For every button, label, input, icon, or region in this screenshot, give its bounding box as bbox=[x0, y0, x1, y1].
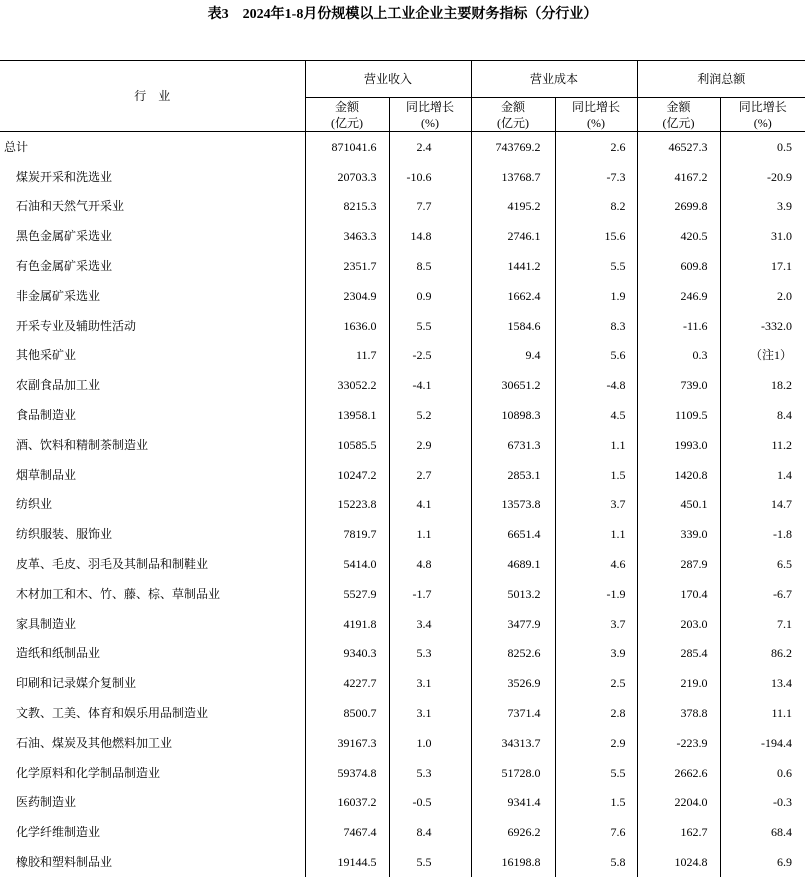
cost-amount-cell: 743769.2 bbox=[471, 132, 555, 162]
table-row bbox=[0, 370, 805, 400]
cost-growth-cell: 1.1 bbox=[555, 519, 637, 549]
profit-growth-cell: -6.7 bbox=[773, 586, 793, 601]
revenue-growth-cell: 5.3 bbox=[389, 758, 471, 788]
table-header bbox=[0, 61, 805, 132]
cost-growth-cell: 7.6 bbox=[555, 817, 637, 847]
revenue-growth-cell: 14.8 bbox=[389, 221, 471, 251]
cost-amount-cell: 3477.9 bbox=[471, 609, 555, 639]
cost-growth-cell: -7.3 bbox=[555, 162, 637, 192]
growth-label: 同比增长 bbox=[572, 99, 621, 114]
profit-amount-cell: -223.9 bbox=[637, 728, 720, 758]
profit-amount-cell: 1993.0 bbox=[637, 430, 720, 460]
profit-growth-cell: 8.4 bbox=[777, 408, 793, 423]
cost-growth-cell: 4.5 bbox=[555, 400, 637, 430]
revenue-amount-cell: 1636.0 bbox=[305, 311, 389, 341]
cost-growth-cell: 3.7 bbox=[555, 490, 637, 520]
revenue-amount-cell: 13958.1 bbox=[305, 400, 389, 430]
revenue-amount-cell: 2351.7 bbox=[305, 251, 389, 281]
industry-column-header: 行 业 bbox=[0, 61, 305, 132]
revenue-amount-cell: 15223.8 bbox=[305, 490, 389, 520]
revenue-amount-cell: 3463.3 bbox=[305, 221, 389, 251]
industry-cell: 酒、饮料和精制茶制造业 bbox=[0, 430, 305, 460]
profit-growth-cell: 1.4 bbox=[777, 467, 793, 482]
revenue-amount-cell: 10585.5 bbox=[305, 430, 389, 460]
profit-growth-cell: 13.4 bbox=[771, 676, 793, 691]
cost-amount-cell: 51728.0 bbox=[471, 758, 555, 788]
profit-growth-cell: 68.4 bbox=[771, 825, 793, 840]
growth-unit: (%) bbox=[587, 115, 606, 130]
revenue-amount-cell: 4191.8 bbox=[305, 609, 389, 639]
table-row bbox=[0, 817, 805, 847]
profit-amount-cell: 287.9 bbox=[637, 549, 720, 579]
cost-growth-cell: 8.3 bbox=[555, 311, 637, 341]
profit-amount-cell: 1109.5 bbox=[637, 400, 720, 430]
cost-amount-cell: 5013.2 bbox=[471, 579, 555, 609]
cost-growth-cell: 5.6 bbox=[555, 341, 637, 371]
table-row-total bbox=[0, 132, 805, 162]
table-row bbox=[0, 698, 805, 728]
profit-amount-cell: 285.4 bbox=[637, 639, 720, 669]
revenue-growth-cell: 1.0 bbox=[389, 728, 471, 758]
revenue-amount-cell: 10247.2 bbox=[305, 460, 389, 490]
profit-amount-cell: 420.5 bbox=[637, 221, 720, 251]
cost-amount-cell: 6731.3 bbox=[471, 430, 555, 460]
cost-growth-cell: 3.9 bbox=[555, 639, 637, 669]
cost-amount-cell: 1662.4 bbox=[471, 281, 555, 311]
cost-growth-cell: 1.9 bbox=[555, 281, 637, 311]
profit-growth-cell: -1.8 bbox=[773, 527, 793, 542]
industry-cell: 纺织业 bbox=[0, 490, 305, 520]
industry-cell: 开采专业及辅助性活动 bbox=[0, 311, 305, 341]
table-row bbox=[0, 192, 805, 222]
revenue-amount-cell: 16037.2 bbox=[305, 788, 389, 818]
cost-growth-cell: 2.9 bbox=[555, 728, 637, 758]
profit-amount-cell: 378.8 bbox=[637, 698, 720, 728]
table-row bbox=[0, 668, 805, 698]
industry-cell: 煤炭开采和洗选业 bbox=[0, 162, 305, 192]
revenue-growth-cell: 3.1 bbox=[389, 698, 471, 728]
cost-growth-cell: -1.9 bbox=[555, 579, 637, 609]
industry-cell: 其他采矿业 bbox=[0, 341, 305, 371]
cost-growth-cell: 4.6 bbox=[555, 549, 637, 579]
profit-growth-cell: 6.5 bbox=[777, 557, 793, 572]
growth-unit: (%) bbox=[421, 115, 439, 130]
profit-growth-cell: 31.0 bbox=[771, 229, 793, 244]
profit-amount-cell: 0.3 bbox=[637, 341, 720, 371]
table-row bbox=[0, 758, 805, 788]
cost-group-header: 营业成本 bbox=[471, 61, 637, 98]
revenue-amount-cell: 8215.3 bbox=[305, 192, 389, 222]
industry-cell: 石油和天然气开采业 bbox=[0, 192, 305, 222]
revenue-growth-cell: 0.9 bbox=[389, 281, 471, 311]
profit-growth-cell: 0.6 bbox=[777, 765, 793, 780]
industry-cell: 化学纤维制造业 bbox=[0, 817, 305, 847]
profit-amount-cell: 170.4 bbox=[637, 579, 720, 609]
cost-growth-cell: 5.5 bbox=[555, 758, 637, 788]
revenue-growth-cell: 4.1 bbox=[389, 490, 471, 520]
profit-growth-cell: 86.2 bbox=[771, 646, 793, 661]
revenue-growth-cell: 2.9 bbox=[389, 430, 471, 460]
amount-label: 金额 bbox=[334, 99, 359, 114]
revenue-amount-cell: 33052.2 bbox=[305, 370, 389, 400]
table-row bbox=[0, 162, 805, 192]
cost-amount-cell: 30651.2 bbox=[471, 370, 555, 400]
cost-growth-cell: 1.5 bbox=[555, 460, 637, 490]
cost-amount-cell: 9.4 bbox=[471, 341, 555, 371]
profit-growth-cell: 11.2 bbox=[771, 437, 793, 452]
revenue-amount-cell: 11.7 bbox=[305, 341, 389, 371]
profit-amount-cell: 2662.6 bbox=[637, 758, 720, 788]
profit-amount-cell: 46527.3 bbox=[637, 132, 720, 162]
revenue-amount-cell: 5527.9 bbox=[305, 579, 389, 609]
revenue-growth-cell: 2.4 bbox=[389, 132, 471, 162]
revenue-amount-cell: 5414.0 bbox=[305, 549, 389, 579]
table-row bbox=[0, 847, 805, 877]
revenue-amount-cell: 4227.7 bbox=[305, 668, 389, 698]
profit-group-header: 利润总额 bbox=[637, 61, 805, 98]
amount-unit: (亿元) bbox=[497, 115, 530, 130]
profit-growth-cell: -0.3 bbox=[773, 795, 793, 810]
profit-growth-cell: -194.4 bbox=[761, 735, 793, 750]
cost-growth-cell: 1.5 bbox=[555, 788, 637, 818]
revenue-growth-cell: 7.7 bbox=[389, 192, 471, 222]
industry-cell: 橡胶和塑料制品业 bbox=[0, 847, 305, 877]
revenue-amount-cell: 8500.7 bbox=[305, 698, 389, 728]
profit-amount-cell: 339.0 bbox=[637, 519, 720, 549]
cost-amount-cell: 1584.6 bbox=[471, 311, 555, 341]
table-row bbox=[0, 609, 805, 639]
revenue-growth-cell: 2.7 bbox=[389, 460, 471, 490]
profit-growth-cell: 14.7 bbox=[771, 497, 793, 512]
revenue-growth-cell: 4.8 bbox=[389, 549, 471, 579]
profit-growth-cell: 17.1 bbox=[771, 259, 793, 274]
table-body bbox=[0, 132, 805, 877]
table-row bbox=[0, 430, 805, 460]
revenue-growth-cell: 5.3 bbox=[389, 639, 471, 669]
cost-amount-cell: 2746.1 bbox=[471, 221, 555, 251]
industry-cell: 木材加工和木、竹、藤、棕、草制品业 bbox=[0, 579, 305, 609]
cost-amount-cell: 2853.1 bbox=[471, 460, 555, 490]
table-row bbox=[0, 460, 805, 490]
cost-growth-cell: 2.6 bbox=[555, 132, 637, 162]
cost-amount-cell: 13768.7 bbox=[471, 162, 555, 192]
revenue-amount-cell: 2304.9 bbox=[305, 281, 389, 311]
cost-amount-cell: 16198.8 bbox=[471, 847, 555, 877]
profit-growth-cell: 7.1 bbox=[777, 616, 793, 631]
table-row bbox=[0, 281, 805, 311]
industry-cell: 医药制造业 bbox=[0, 788, 305, 818]
table-row bbox=[0, 341, 805, 371]
industry-cell: 非金属矿采选业 bbox=[0, 281, 305, 311]
industry-cell: 造纸和纸制品业 bbox=[0, 639, 305, 669]
industry-cell: 黑色金属矿采选业 bbox=[0, 221, 305, 251]
cost-amount-cell: 6926.2 bbox=[471, 817, 555, 847]
revenue-amount-cell: 20703.3 bbox=[305, 162, 389, 192]
profit-amount-cell: 450.1 bbox=[637, 490, 720, 520]
profit-amount-cell: -11.6 bbox=[637, 311, 720, 341]
financial-indicators-table bbox=[0, 60, 805, 877]
cost-growth-cell: 2.5 bbox=[555, 668, 637, 698]
profit-growth-cell: 2.0 bbox=[777, 288, 793, 303]
cost-amount-cell: 8252.6 bbox=[471, 639, 555, 669]
profit-growth-cell: -332.0 bbox=[761, 318, 793, 333]
cost-growth-cell: 1.1 bbox=[555, 430, 637, 460]
profit-amount-cell: 609.8 bbox=[637, 251, 720, 281]
profit-growth-header bbox=[720, 98, 805, 132]
cost-amount-cell: 7371.4 bbox=[471, 698, 555, 728]
profit-growth-cell: 3.9 bbox=[777, 199, 793, 214]
cost-growth-cell: -4.8 bbox=[555, 370, 637, 400]
table-row bbox=[0, 579, 805, 609]
cost-amount-cell: 34313.7 bbox=[471, 728, 555, 758]
amount-label: 金额 bbox=[666, 99, 691, 114]
growth-unit: (%) bbox=[753, 115, 772, 130]
profit-amount-cell: 203.0 bbox=[637, 609, 720, 639]
cost-amount-cell: 10898.3 bbox=[471, 400, 555, 430]
revenue-growth-cell: -2.5 bbox=[389, 341, 471, 371]
industry-cell: 总计 bbox=[0, 132, 305, 162]
revenue-growth-cell: 3.1 bbox=[389, 668, 471, 698]
cost-amount-cell: 6651.4 bbox=[471, 519, 555, 549]
revenue-growth-header bbox=[389, 98, 471, 132]
cost-amount-cell: 13573.8 bbox=[471, 490, 555, 520]
profit-amount-cell: 219.0 bbox=[637, 668, 720, 698]
cost-amount-header bbox=[471, 98, 555, 132]
profit-growth-cell: 0.5 bbox=[777, 139, 793, 154]
revenue-growth-cell: 1.1 bbox=[389, 519, 471, 549]
industry-cell: 文教、工美、体育和娱乐用品制造业 bbox=[0, 698, 305, 728]
cost-growth-cell: 8.2 bbox=[555, 192, 637, 222]
table-row bbox=[0, 400, 805, 430]
revenue-amount-cell: 7467.4 bbox=[305, 817, 389, 847]
revenue-amount-cell: 7819.7 bbox=[305, 519, 389, 549]
table-row bbox=[0, 549, 805, 579]
revenue-growth-cell: -10.6 bbox=[389, 162, 471, 192]
industry-cell: 家具制造业 bbox=[0, 609, 305, 639]
amount-unit: (亿元) bbox=[331, 115, 363, 130]
amount-label: 金额 bbox=[501, 99, 526, 114]
amount-unit: (亿元) bbox=[662, 115, 695, 130]
table-row bbox=[0, 490, 805, 520]
cost-growth-cell: 3.7 bbox=[555, 609, 637, 639]
revenue-growth-cell: 8.4 bbox=[389, 817, 471, 847]
profit-amount-cell: 1420.8 bbox=[637, 460, 720, 490]
profit-amount-header bbox=[637, 98, 720, 132]
profit-growth-cell: （注1） bbox=[750, 348, 793, 363]
profit-growth-cell: -20.9 bbox=[767, 169, 793, 184]
table-title: 表3 2024年1-8月份规模以上工业企业主要财务指标（分行业） bbox=[207, 7, 598, 22]
revenue-growth-cell: 8.5 bbox=[389, 251, 471, 281]
industry-cell: 皮革、毛皮、羽毛及其制品和制鞋业 bbox=[0, 549, 305, 579]
profit-amount-cell: 246.9 bbox=[637, 281, 720, 311]
growth-label: 同比增长 bbox=[406, 99, 455, 114]
cost-amount-cell: 9341.4 bbox=[471, 788, 555, 818]
cost-amount-cell: 4689.1 bbox=[471, 549, 555, 579]
profit-amount-cell: 2204.0 bbox=[637, 788, 720, 818]
table-row bbox=[0, 519, 805, 549]
industry-cell: 食品制造业 bbox=[0, 400, 305, 430]
cost-growth-cell: 2.8 bbox=[555, 698, 637, 728]
revenue-group-header: 营业收入 bbox=[305, 61, 471, 98]
industry-cell: 农副食品加工业 bbox=[0, 370, 305, 400]
profit-growth-cell: 11.1 bbox=[771, 706, 793, 721]
cost-growth-cell: 5.8 bbox=[555, 847, 637, 877]
cost-growth-cell: 15.6 bbox=[555, 221, 637, 251]
revenue-amount-cell: 59374.8 bbox=[305, 758, 389, 788]
industry-cell: 化学原料和化学制品制造业 bbox=[0, 758, 305, 788]
table-row bbox=[0, 221, 805, 251]
revenue-growth-cell: 5.5 bbox=[389, 311, 471, 341]
cost-growth-cell: 5.5 bbox=[555, 251, 637, 281]
revenue-amount-cell: 871041.6 bbox=[305, 132, 389, 162]
table-row bbox=[0, 251, 805, 281]
revenue-amount-cell: 9340.3 bbox=[305, 639, 389, 669]
industry-cell: 纺织服装、服饰业 bbox=[0, 519, 305, 549]
table-row bbox=[0, 728, 805, 758]
table-row bbox=[0, 639, 805, 669]
profit-amount-cell: 2699.8 bbox=[637, 192, 720, 222]
cost-amount-cell: 3526.9 bbox=[471, 668, 555, 698]
growth-label: 同比增长 bbox=[738, 99, 787, 114]
header-row-groups bbox=[0, 61, 805, 98]
revenue-amount-cell: 39167.3 bbox=[305, 728, 389, 758]
profit-growth-cell: 6.9 bbox=[777, 855, 793, 870]
profit-growth-cell: 18.2 bbox=[771, 378, 793, 393]
cost-growth-header bbox=[555, 98, 637, 132]
cost-amount-cell: 4195.2 bbox=[471, 192, 555, 222]
profit-amount-cell: 162.7 bbox=[637, 817, 720, 847]
profit-amount-cell: 4167.2 bbox=[637, 162, 720, 192]
revenue-growth-cell: -4.1 bbox=[389, 370, 471, 400]
cost-amount-cell: 1441.2 bbox=[471, 251, 555, 281]
industry-cell: 烟草制品业 bbox=[0, 460, 305, 490]
revenue-growth-cell: 5.5 bbox=[389, 847, 471, 877]
revenue-growth-cell: -1.7 bbox=[389, 579, 471, 609]
industry-cell: 印刷和记录媒介复制业 bbox=[0, 668, 305, 698]
profit-amount-cell: 739.0 bbox=[637, 370, 720, 400]
profit-amount-cell: 1024.8 bbox=[637, 847, 720, 877]
revenue-amount-header bbox=[305, 98, 389, 132]
revenue-growth-cell: 5.2 bbox=[389, 400, 471, 430]
revenue-growth-cell: 3.4 bbox=[389, 609, 471, 639]
table-row bbox=[0, 788, 805, 818]
revenue-growth-cell: -0.5 bbox=[389, 788, 471, 818]
industry-cell: 有色金属矿采选业 bbox=[0, 251, 305, 281]
industry-cell: 石油、煤炭及其他燃料加工业 bbox=[0, 728, 305, 758]
table-row bbox=[0, 311, 805, 341]
revenue-amount-cell: 19144.5 bbox=[305, 847, 389, 877]
